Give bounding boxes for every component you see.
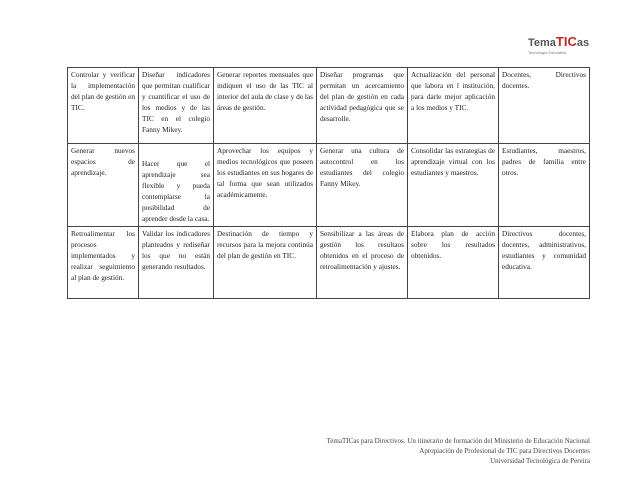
table-cell: Estudiantes, maestros, padres de familia entre otros. <box>499 144 590 227</box>
table-cell: Destinación de tiempo y recursos para la mejora continúa del plan de gestión en TIC. <box>214 227 317 299</box>
table-cell: Diseñar indicadores que permitan cualificar y cuantificar el uso de los medios y de las TIC en el colegio Fanny Mikey. <box>139 68 214 144</box>
table-cell: Hacer que el aprendizaje sea flexible y pueda contemplarse la posibilidad de aprender desde la casa. <box>139 144 214 227</box>
table-cell: Controlar y verificar la implementación del plan de gestión en TIC. <box>68 68 139 144</box>
logo-suffix: as <box>576 37 590 49</box>
footer-line: Universidad Tecnológica de Pereira <box>490 457 590 465</box>
logo-tagline: Tecnología Educativa <box>528 50 567 55</box>
table-row <box>68 68 590 144</box>
action-plan-table <box>67 67 590 299</box>
table-cell: Directivos docentes, docentes, administrativos, estudiantes y comunidad educativa. <box>499 227 590 299</box>
table-cell: Generar nuevos espacios de aprendizaje. <box>68 144 139 227</box>
table-cell: Generar reportes mensuales que indiquen el uso de las TIC al interior del aula de clase y de las áreas de gestión. <box>214 68 317 144</box>
table-row <box>68 144 590 227</box>
table-cell: Aprovechar los equipos y medios tecnológicos que poseen los estudiantes en sus hogares de tal forma que sean utilizados académicamente. <box>214 144 317 227</box>
table-cell: Actualización del personal que labora en l institución, para darle mejor aplicación a los medios y TIC. <box>408 68 499 144</box>
table-cell: Retroalimentar los procesos implementados y realizar seguimiento al plan de gestión. <box>68 227 139 299</box>
table-cell: Docentes, Directivos docentes. <box>499 68 590 144</box>
page-footer <box>230 436 590 466</box>
table-cell: Diseñar programas que permitan un acercamiento del plan de gestión en cada actividad pedagógica que se desarrolle. <box>317 68 408 144</box>
logo-prefix: Tema <box>528 37 556 49</box>
table-cell: Sensibilizar a las áreas de gestión los resultaos obtenidos en el proceso de retroalimentación y ajustes. <box>317 227 408 299</box>
footer-line: TemaTICas para Directivos. Un itinerario de formación del Ministerio de Educación Nacional <box>326 437 590 445</box>
tematicas-logo <box>528 36 598 62</box>
table-cell: Elabora plan de acción sobre los resultados obtenidos. <box>408 227 499 299</box>
table-cell: Consolidar las estrategias de aprendizaje virtual con los estudiantes y maestros. <box>408 144 499 227</box>
table-row <box>68 227 590 299</box>
logo-wordmark <box>528 36 598 49</box>
logo-mid: TIC <box>555 34 577 49</box>
table-cell: Generar una cultura de autocontrol en los estudiantes del colegio Fanny Mikey. <box>317 144 408 227</box>
footer-line: Apropiación de Profesional de TIC para Directivos Docentes <box>419 447 590 455</box>
table-cell: Validar los indicadores planteados y rediseñar los que no están generando resultados. <box>139 227 214 299</box>
